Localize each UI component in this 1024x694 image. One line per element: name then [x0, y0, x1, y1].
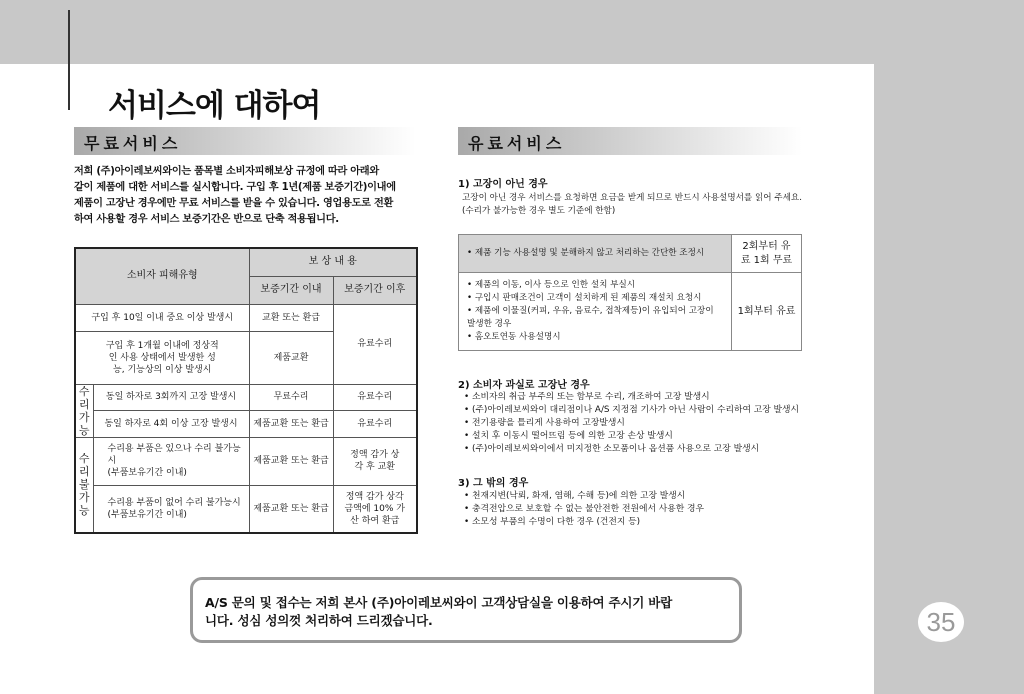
table-cell [93, 485, 249, 533]
section-2-list [464, 391, 799, 456]
section-2-title: 2) 소비자 과실로 고장난 경우 [458, 380, 590, 391]
group-repairable: 수리가능 [75, 384, 93, 437]
fee-item: • 구입시 판매조건이 고객이 설치하게 된 제품의 재설치 요청시 [467, 293, 702, 303]
cell-line: (부품보유기간 이내) [107, 468, 187, 478]
free-service-bar [74, 127, 416, 155]
section-1-title: 1) 고장이 아닌 경우 [458, 179, 548, 190]
fee-item: • 제품의 이동, 이사 등으로 인한 설치 부실시 [467, 280, 636, 290]
group-unrepairable: 수리불가능 [75, 437, 93, 533]
list-item: • 설치 후 이동시 떨어뜨림 등에 의한 고장 손상 발생시 [464, 430, 799, 443]
table-cell: 동일 하자로 3회까지 고장 발생시 [93, 384, 249, 411]
table-cell [459, 273, 732, 351]
intro-line: 같이 제품에 대한 서비스를 실시합니다. 구입 후 1년(제품 보증기간)이내에 [74, 182, 396, 193]
header-compensation: 보 상 내 용 [249, 248, 417, 276]
fee-item: • 제품에 이물질(커피, 우유, 음료수, 접착제등)이 유입되어 고장이 발생한 경우 [467, 306, 714, 329]
cell-line: 수리용 부품은 있으나 수리 불가능시 [107, 444, 241, 466]
section-3-list [464, 490, 704, 529]
table-cell: 구입 후 1개월 이내에 정상적인 사용 상태에서 발생한 성능, 기능상의 이상 발생시 [75, 331, 249, 384]
compensation-table [74, 247, 418, 534]
margin-rule [68, 10, 70, 110]
table-cell: 제품교환 [249, 331, 333, 384]
cell-line: (부품보유기간 이내) [107, 509, 187, 520]
top-gray-band [0, 0, 1024, 64]
list-item: • 충격전압으로 보호할 수 없는 불안전한 전원에서 사용한 경우 [464, 503, 704, 516]
table-cell: 유료수리 [333, 411, 417, 438]
notice-line: 니다. 성심 성의껏 처리하여 드리겠습니다. [205, 613, 433, 628]
list-item: • 전기용량을 틀리게 사용하여 고장발생시 [464, 417, 799, 430]
free-service-intro [74, 164, 434, 228]
intro-line: 하여 사용할 경우 서비스 보증기간은 반으로 단축 적용됩니다. [74, 214, 339, 225]
header-damage-type: 소비자 피해유형 [75, 248, 249, 304]
as-notice-box [190, 577, 742, 643]
fee-item: • 홈오토연동 사용설명시 [467, 332, 561, 342]
notice-line: A/S 문의 및 접수는 저희 본사 (주)아이레보씨와이 고객상담실을 이용하여 주시기 바랍 [205, 595, 673, 610]
table-cell: 제품교환 또는 환급 [249, 437, 333, 485]
section-1-note: 고장이 아닌 경우 서비스를 요청하면 요금을 받게 되므로 반드시 사용설명서를 읽어 주세요. (수리가 불가능한 경우 별도 기준에 한함) [462, 193, 802, 216]
header-after-warranty: 보증기간 이후 [333, 276, 417, 304]
page-title: 서비스에 대하여 [108, 88, 321, 124]
table-cell: 제품교환 또는 환급 [249, 485, 333, 533]
table-cell: • 제품 기능 사용설명 및 분해하지 않고 처리하는 간단한 조정시 [459, 235, 732, 273]
fee-item: 제품 기능 사용설명 및 분해하지 않고 처리하는 간단한 조정시 [474, 248, 705, 258]
paid-service-heading: 유료서비스 [468, 134, 566, 153]
header-within-warranty: 보증기간 이내 [249, 276, 333, 304]
free-service-heading: 무료서비스 [84, 134, 182, 153]
cell-line: 수리용 부품이 없어 수리 불가능시 [107, 497, 241, 508]
table-cell: 무료수리 [249, 384, 333, 411]
list-item: • (주)아이레보씨와이에서 미지정한 소모품이나 옵션품 사용으로 고장 발생시 [464, 443, 799, 456]
table-cell: 정액 감가 상각 금액에 10% 가산 하여 환급 [333, 485, 417, 533]
paid-fee-table [458, 234, 802, 351]
table-cell: 구입 후 10일 이내 중요 이상 발생시 [75, 304, 249, 331]
section-3-title: 3) 그 밖의 경우 [458, 478, 529, 489]
table-cell [93, 437, 249, 485]
list-item: • 천재지변(낙뢰, 화재, 염해, 수해 등)에 의한 고장 발생시 [464, 490, 704, 503]
table-cell: 유료수리 [333, 304, 417, 384]
page-number: 35 [918, 602, 964, 642]
table-cell: 2회부터 유료 1회 무료 [732, 235, 802, 273]
table-cell: 유료수리 [333, 384, 417, 411]
intro-line: 저희 (주)아이레보씨와이는 품목별 소비자피해보상 규정에 따라 아래와 [74, 166, 379, 177]
list-item: • 소모성 부품의 수명이 다한 경우 (건전지 등) [464, 516, 704, 529]
intro-line: 제품이 고장난 경우에만 무료 서비스를 받을 수 있습니다. 영업용도로 전환 [74, 198, 394, 209]
table-cell: 동일 하자로 4회 이상 고장 발생시 [93, 411, 249, 438]
table-cell: 제품교환 또는 환급 [249, 411, 333, 438]
table-cell: 1회부터 유료 [732, 273, 802, 351]
right-gray-band [874, 0, 1024, 694]
table-cell: 교환 또는 환급 [249, 304, 333, 331]
paid-service-bar [458, 127, 802, 155]
table-cell: 정액 감가 상각 후 교환 [333, 437, 417, 485]
list-item: • 소비자의 취급 부주의 또는 함부로 수리, 개조하여 고장 발생시 [464, 391, 799, 404]
list-item: • (주)아이레보씨와이 대리점이나 A/S 지정점 기사가 아닌 사람이 수리하여 고장 발생시 [464, 404, 799, 417]
